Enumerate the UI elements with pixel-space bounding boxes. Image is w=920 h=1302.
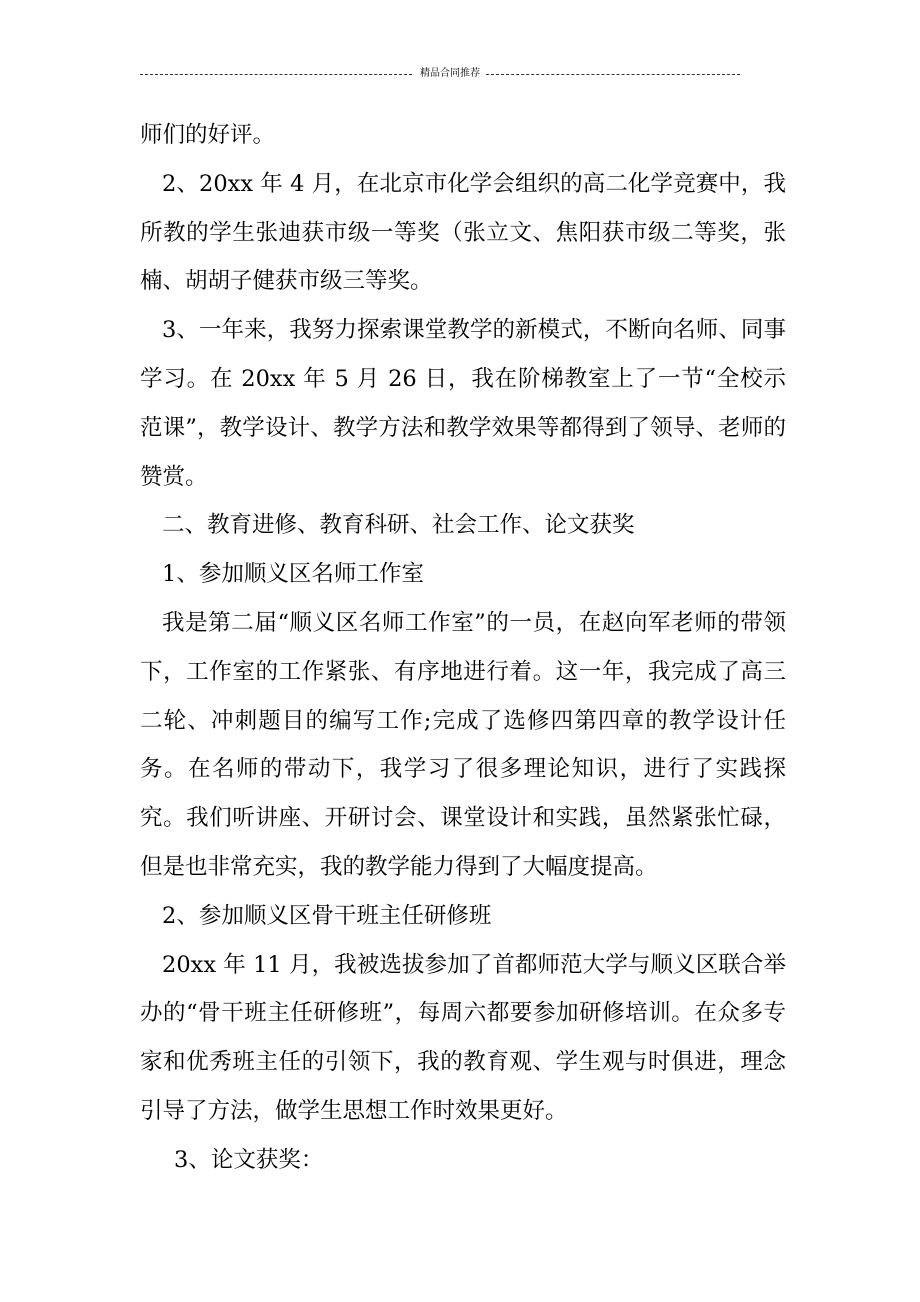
page-header [140,66,740,82]
paragraph-item-2: 2、20xx 年 4 月，在北京市化学会组织的高二化学竞赛中，我所教的学生张迪获市级一等奖（张立文、焦阳获市级二等奖，张楠、胡胡子健获市级三等奖。 [140,170,786,295]
document-body [140,111,786,1185]
paragraph-training: 20xx 年 11 月，我被选拔参加了首都师范大学与顺义区联合举办的“骨干班主任研修班”，每周六都要参加研修培训。在众多专家和优秀班主任的引领下，我的教育观、学生观与时俱进，理念引导了方法，做学生思想工作时效果更好。 [140,951,786,1124]
subheading-2: 2、参加顺义区骨干班主任研修班 [162,902,492,929]
header-label: 精品合同推荐 [420,68,480,79]
subheading-3: 3、论文获奖： [174,1146,324,1173]
paragraph-studio: 我是第二届“顺义区名师工作室”的一员，在赵向军老师的带领下，工作室的工作紧张、有序地进行着。这一年，我完成了高三二轮、冲刺题目的编写工作;完成了选修四第四章的教学设计任务。在名师的带动下，我学习了很多理论知识，进行了实践探究。我们听讲座、开研讨会、课堂设计和实践，虽然紧张忙碌，但是也非常充实，我的教学能力得到了大幅度提高。 [140,609,786,880]
paragraph-item-3: 3、一年来，我努力探索课堂教学的新模式，不断向名师、同事学习。在 20xx 年 5 月 26 日，我在阶梯教室上了一节“全校示范课”，教学设计、教学方法和教学效果等都得到了领导、老师的赞赏。 [140,317,786,490]
section-heading-2: 二、教育进修、教育科研、社会工作、论文获奖 [162,512,635,539]
paragraph-continuation: 师们的好评。 [140,122,276,148]
subheading-1: 1、参加顺义区名师工作室 [162,561,424,588]
header-dashed-rule-left [140,74,412,75]
header-dashed-rule-right [486,74,740,75]
